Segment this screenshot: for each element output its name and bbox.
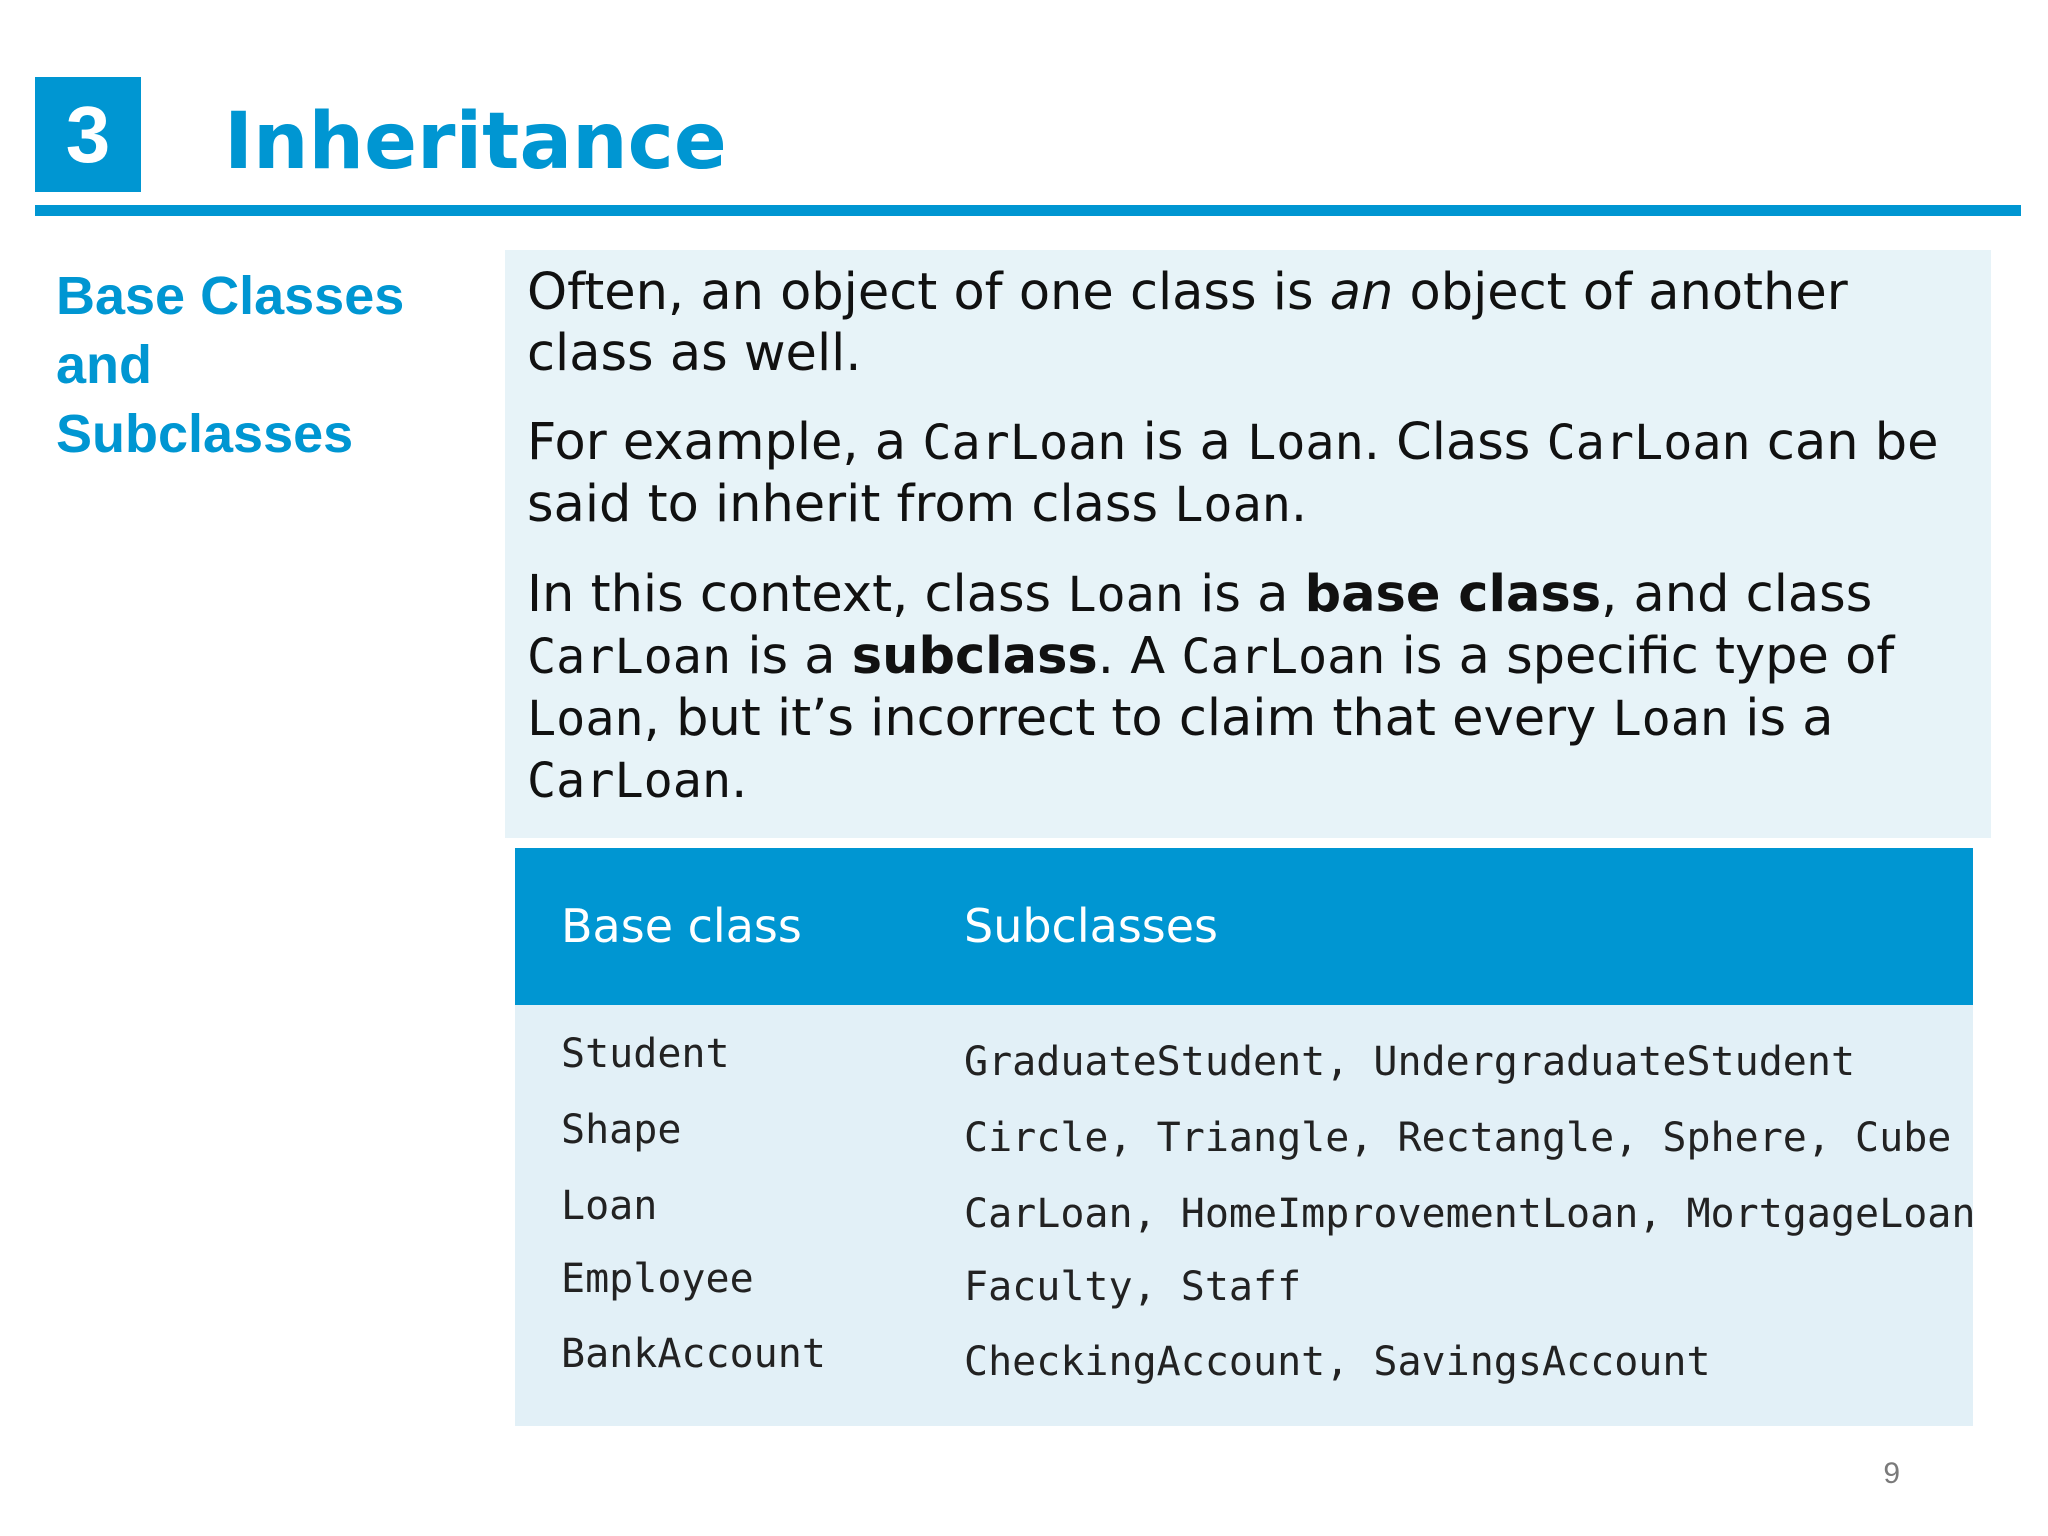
base-class-cell: BankAccount — [561, 1331, 826, 1377]
text-run: , but it’s incorrect to claim that every — [643, 689, 1613, 748]
text-run: is a — [731, 627, 852, 686]
paragraph-1 — [527, 262, 1981, 384]
table-row — [515, 1029, 1973, 1099]
section-heading — [56, 262, 476, 469]
code-term: CarLoan — [527, 629, 732, 685]
subclasses-cell: Circle, Triangle, Rectangle, Sphere, Cube — [964, 1115, 1952, 1161]
section-heading-line: Base Classes — [56, 266, 405, 326]
text-run: Often, an object of one class is — [527, 263, 1330, 322]
code-term: CarLoan — [922, 415, 1127, 471]
code-term: Loan — [1612, 691, 1730, 747]
code-term: Loan — [1067, 567, 1184, 623]
page-number: 9 — [1883, 1457, 1900, 1490]
section-heading-line: Subclasses — [56, 404, 354, 464]
base-class-cell: Employee — [561, 1256, 754, 1302]
base-class-cell: Student — [561, 1031, 730, 1077]
title-divider — [35, 205, 2021, 216]
text-run: object of another class as well. — [527, 263, 1848, 383]
code-term: CarLoan — [1181, 629, 1386, 685]
bold-term: subclass — [851, 627, 1098, 686]
table-row — [515, 1105, 1973, 1175]
code-term: Loan — [527, 691, 644, 747]
explanation-panel — [505, 250, 1991, 838]
subclasses-cell: CarLoan, HomeImprovementLoan, MortgageLoan — [964, 1191, 1976, 1237]
emphasis-text: an — [1329, 263, 1394, 322]
text-run: , and class — [1601, 565, 1873, 624]
paragraph-2 — [527, 412, 1981, 536]
base-class-cell: Shape — [561, 1107, 682, 1153]
table-header-row — [515, 848, 1973, 1005]
table-row — [515, 1181, 1976, 1251]
code-term: Loan — [1247, 415, 1364, 471]
column-header-base-class: Base class — [561, 899, 802, 953]
code-term: CarLoan — [527, 753, 732, 809]
column-header-subclasses: Subclasses — [964, 899, 1219, 953]
code-term: Loan — [1174, 477, 1291, 533]
section-heading-line: and — [56, 335, 153, 395]
table-row — [515, 1329, 1973, 1399]
chapter-number-badge: 3 — [35, 77, 141, 192]
text-run: is a — [1126, 413, 1248, 472]
text-run: is a — [1729, 689, 1834, 748]
text-run: can be said to inherit from class — [527, 413, 1939, 534]
subclasses-cell: Faculty, Staff — [964, 1264, 1302, 1310]
slide-title: Inheritance — [224, 97, 727, 187]
code-term: CarLoan — [1546, 415, 1751, 471]
subclasses-cell: GraduateStudent, UndergraduateStudent — [964, 1039, 1856, 1085]
text-run: . — [1290, 475, 1308, 534]
base-class-cell: Loan — [561, 1183, 658, 1229]
text-run: . — [731, 751, 748, 810]
paragraph-3 — [527, 564, 1981, 812]
text-run: For example, a — [527, 413, 923, 472]
bold-term: base class — [1304, 565, 1602, 624]
class-hierarchy-table — [515, 848, 1976, 1426]
subclasses-cell: CheckingAccount, SavingsAccount — [964, 1339, 1711, 1385]
text-run: . Class — [1363, 413, 1547, 472]
text-run: . A — [1097, 627, 1182, 686]
table-row — [515, 1254, 1973, 1324]
text-run: In this context, class — [527, 565, 1068, 624]
text-run: is a — [1183, 565, 1305, 624]
text-run: is a specific type of — [1385, 627, 1895, 686]
